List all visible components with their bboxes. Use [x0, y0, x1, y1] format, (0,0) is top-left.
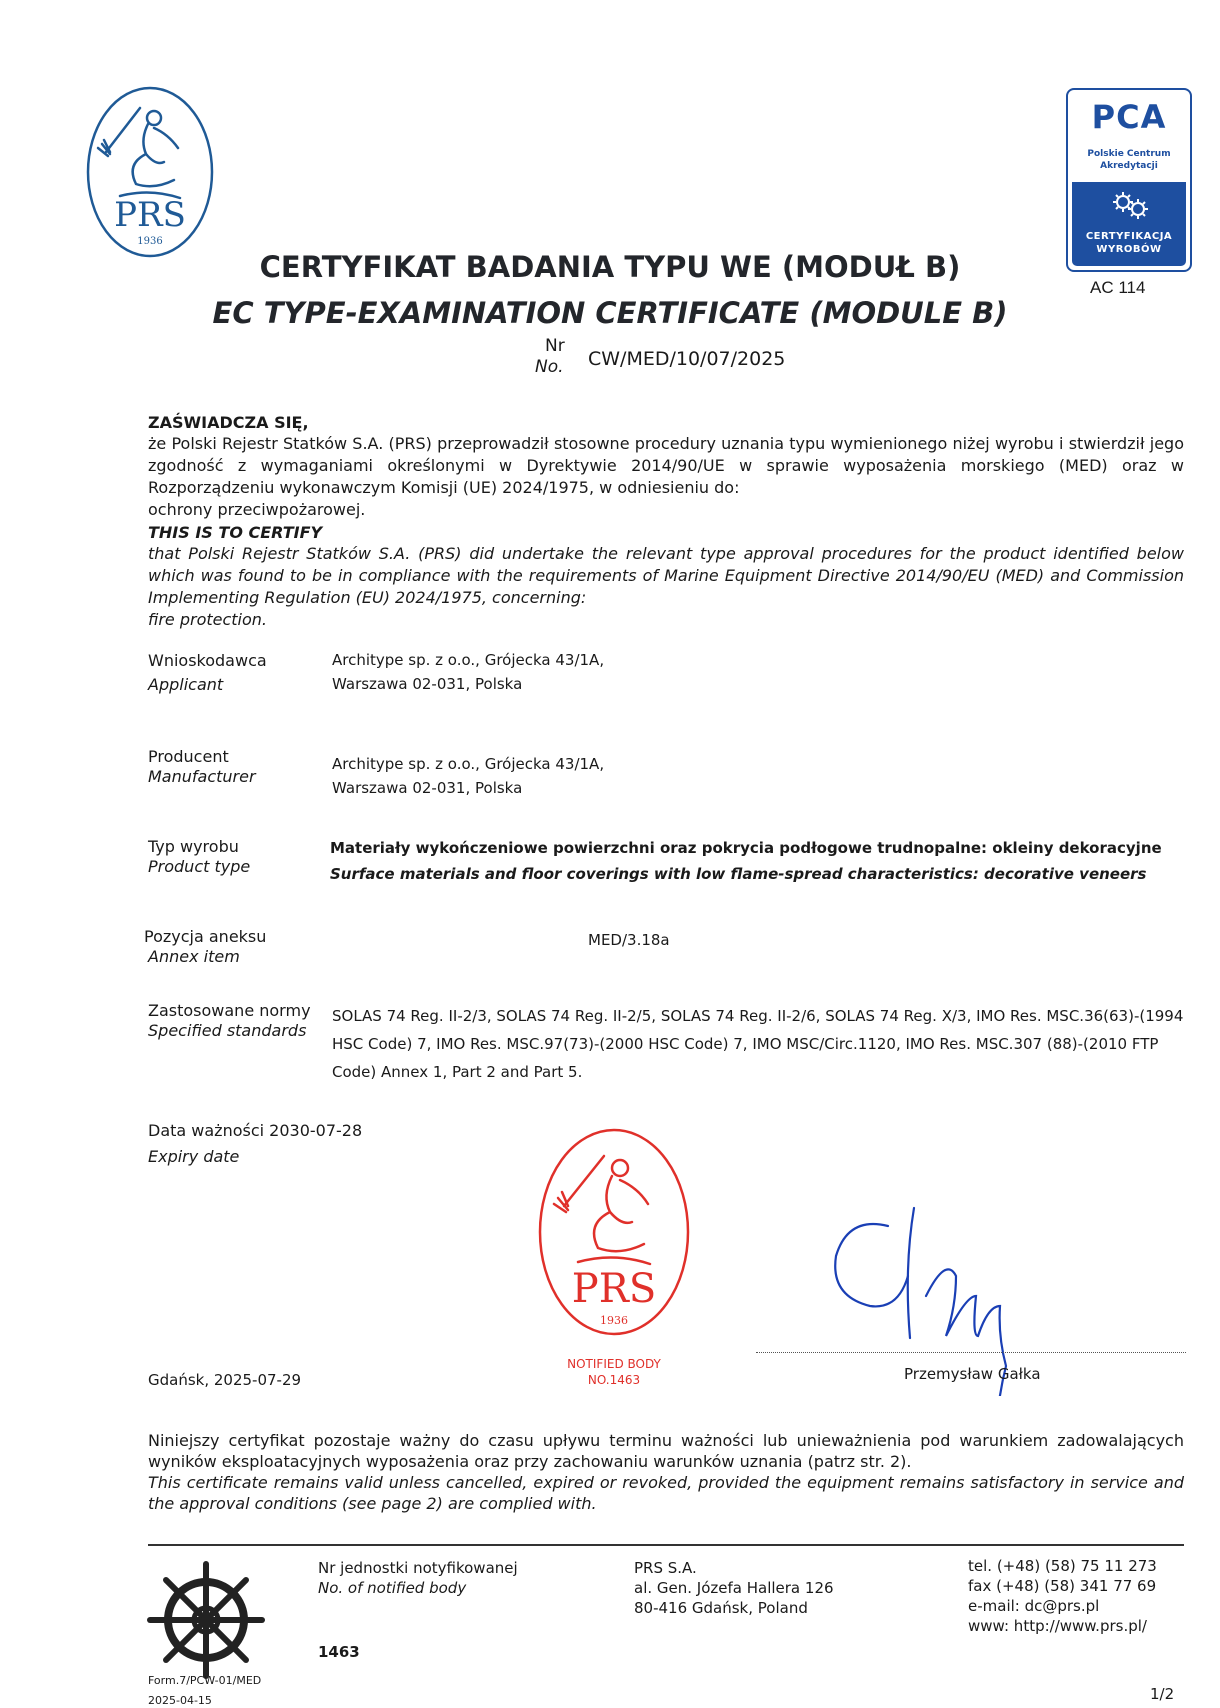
product-type-value-en: Surface materials and floor coverings with low flame-spread characteristics: decorative veneers — [330, 865, 1147, 883]
title-pl: CERTYFIKAT BADANIA TYPU WE (MODUŁ B) — [259, 250, 961, 284]
applicant-label-en: Applicant — [148, 675, 224, 694]
prs-logo-year: 1936 — [137, 236, 163, 247]
applicant-line2: Warszawa 02-031, Polska — [332, 675, 523, 693]
accreditation-number: AC 114 — [1090, 278, 1146, 297]
stamp-prs-text: PRS — [571, 1266, 657, 1312]
page-number: 1/2 — [1150, 1685, 1175, 1703]
expiry-label-en: Expiry date — [148, 1147, 240, 1166]
prs-logo-text: PRS — [114, 195, 186, 235]
contact-tel: tel. (+48) (58) 75 11 273 — [968, 1557, 1157, 1575]
stamp-neptune-figure — [554, 1156, 650, 1264]
certify-scope-pl: ochrony przeciwpożarowej. — [148, 500, 366, 519]
product-type-value-pl: Materiały wykończeniowe powierzchni oraz pokrycia podłogowe trudnopalne: okleiny dekoracyjne — [330, 839, 1162, 857]
product-type-label-pl: Typ wyrobu — [148, 837, 239, 856]
nb-number: 1463 — [318, 1643, 360, 1661]
neptune-figure — [98, 108, 180, 198]
certify-body-en: that Polski Rejestr Statków S.A. (PRS) did undertake the relevant type approval procedures for the product identified below which was found to be in compliance with the requirements of Marine Equipment Directive 2014/90/EU (MED) and Commission Implementing Regulation (EU) 2024/1975, concerning: — [148, 544, 1184, 607]
prs-logo — [84, 84, 216, 260]
certify-body-pl: że Polski Rejestr Statków S.A. (PRS) przeprowadził stosowne procedury uznania typu wymienionego niżej wyrobu i stwierdził jego zgodność z wymaganiami określonymi w Dyrektywie 2014/90/UE w sprawie wyposażenia morskiego (MED) oraz w Rozporządzeniu wykonawczym Komisji (UE) 2024/1975, w odniesieniu do: — [148, 434, 1184, 497]
manufacturer-line1: Architype sp. z o.o., Grójecka 43/1A, — [332, 755, 605, 773]
pca-logo: PCA — [1091, 98, 1167, 136]
annex-label-pl: Pozycja aneksu — [144, 927, 267, 946]
footer-divider — [148, 1544, 1184, 1546]
company-address-1: al. Gen. Józefa Hallera 126 — [634, 1579, 834, 1597]
stamp-nb-number: NO.1463 — [587, 1373, 641, 1387]
stamp-year: 1936 — [600, 1314, 628, 1327]
standards-value: SOLAS 74 Reg. II-2/3, SOLAS 74 Reg. II-2/5, SOLAS 74 Reg. II-2/6, SOLAS 74 Reg. X/3, IMO Res. MSC.36(63)-(1994 HSC Code) 7, IMO Res. MSC.97(73)-(2000 HSC Code) 7, IMO MSC/Circ.1120, IMO Res. MSC.307 (88)-(2010 FTP Code) Annex 1, Part 2 and Part 5. — [332, 1007, 1184, 1081]
manufacturer-label-en: Manufacturer — [148, 767, 256, 786]
validity-pl: Niniejszy certyfikat pozostaje ważny do czasu upływu terminu ważności lub unieważnienia pod warunkiem zadowalających wyników eksploatacyjnych wyposażenia oraz przy zachowaniu warunków uznania (patrz str. 2). — [148, 1431, 1184, 1471]
manufacturer-label-pl: Producent — [148, 747, 229, 766]
form-date: 2025-04-15 — [148, 1694, 212, 1707]
certify-heading-en: THIS IS TO CERTIFY — [148, 523, 323, 542]
ship-wheel-icon — [146, 1560, 266, 1680]
standards-label-en: Specified standards — [148, 1021, 307, 1040]
nb-label-pl: Nr jednostki notyfikowanej — [318, 1559, 518, 1577]
applicant-line1: Architype sp. z o.o., Grójecka 43/1A, — [332, 651, 605, 669]
applicant-label-pl: Wnioskodawca — [148, 651, 267, 670]
expiry-label-pl: Data ważności 2030-07-28 — [148, 1121, 363, 1140]
title-en: EC TYPE-EXAMINATION CERTIFICATE (MODULE B) — [212, 296, 1008, 330]
contact-fax: fax (+48) (58) 341 77 69 — [968, 1577, 1157, 1595]
annex-label-en: Annex item — [148, 947, 240, 966]
stamp-notified-body: NOTIFIED BODY — [567, 1357, 661, 1371]
validity-en: This certificate remains valid unless cancelled, expired or revoked, provided the equipment remains satisfactory in service and the approval conditions (see page 2) are complied with. — [148, 1473, 1184, 1513]
contact-email[interactable]: e-mail: dc@prs.pl — [968, 1597, 1100, 1615]
gears-icon — [1110, 188, 1150, 222]
pca-name: Polskie Centrum Akredytacji — [1087, 149, 1171, 171]
certify-heading-pl: ZAŚWIADCZA SIĘ, — [148, 413, 309, 432]
company-name: PRS S.A. — [634, 1559, 697, 1577]
nb-label-en: No. of notified body — [318, 1579, 467, 1597]
pca-badge — [1066, 88, 1192, 272]
form-id: Form.7/PCW-01/MED — [148, 1674, 262, 1687]
signature-line — [756, 1352, 1186, 1353]
product-type-label-en: Product type — [148, 857, 251, 876]
nr-label-pl: Nr — [545, 336, 565, 356]
contact-www[interactable]: www: http://www.prs.pl/ — [968, 1617, 1147, 1635]
place-date: Gdańsk, 2025-07-29 — [148, 1371, 302, 1389]
annex-value: MED/3.18a — [588, 931, 670, 949]
certificate-number: CW/MED/10/07/2025 — [588, 348, 786, 370]
nr-label-en: No. — [535, 357, 564, 377]
certify-scope-en: fire protection. — [148, 610, 268, 629]
signatory-name: Przemysław Gałka — [904, 1365, 1041, 1383]
company-address-2: 80-416 Gdańsk, Poland — [634, 1599, 808, 1617]
standards-label-pl: Zastosowane normy — [148, 1001, 311, 1020]
pca-cert-label: CERTYFIKACJA WYROBÓW — [1085, 231, 1173, 255]
manufacturer-line2: Warszawa 02-031, Polska — [332, 779, 523, 797]
prs-stamp — [534, 1124, 694, 1388]
